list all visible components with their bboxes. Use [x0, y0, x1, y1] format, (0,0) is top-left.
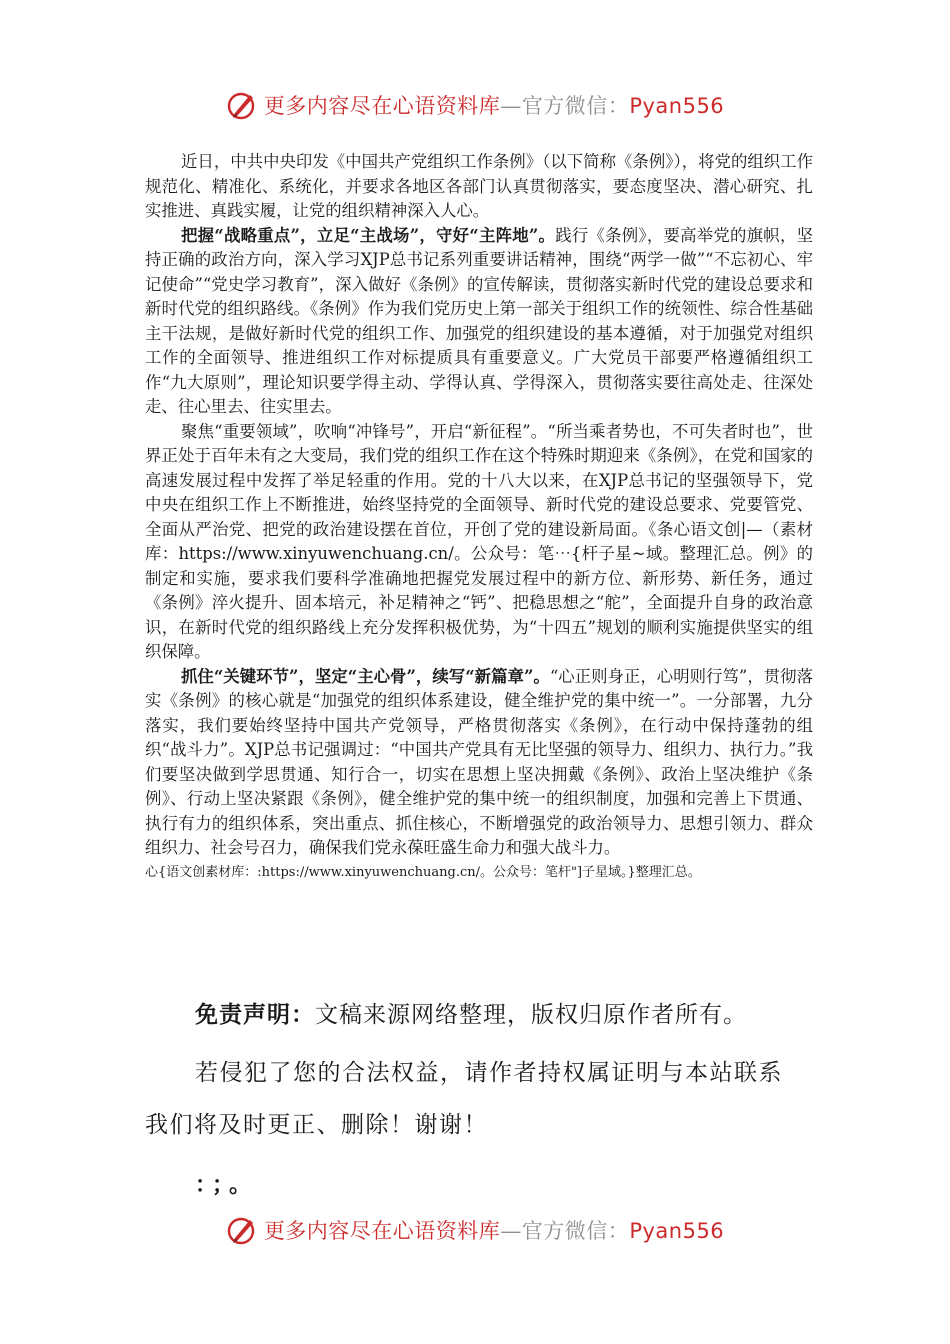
paragraph-intro: 近日，中共中央印发《中国共产党组织工作条例》（以下简称《条例》），将党的组织工作规范化、精准化、系统化，并要求各地区各部门认真贯彻落实，要态度坚决、潜心研究、扎实推进、真践实履，让党的组织精神深入人心。: [145, 152, 813, 220]
banner-text: 更多内容尽在心语资料库—官方微信：Pyan556: [263, 1219, 725, 1243]
disclaimer-label: 免责声明：: [195, 1002, 315, 1028]
disclaimer-line-4: ：；。: [195, 1172, 258, 1198]
source-note: 心{语文创素材库：:https://www.xinyuwenchuang.cn/。公众号：笔杆"]子星域。}整理汇总。: [145, 864, 701, 880]
pen-logo-icon: [226, 1214, 258, 1246]
disclaimer-line-2: 若侵犯了您的合法权益，请作者持权属证明与本站联系: [195, 1060, 783, 1086]
header-banner: [0, 80, 950, 130]
paragraph-heading: 抓住“关键环节”，坚定“主心骨”，续写“新篇章”。: [181, 666, 550, 686]
paragraph-key-areas: 聚焦“重要领域”，吹响“冲锋号”，开启“新征程”。“所当乘者势也，不可失者时也”，世界正处于百年未有之大变局，我们党的组织工作在这个特殊时期迎来《条例》，在党和国家的高速发展过程中发挥了举足轻重的作用。党的十八大以来，在XJP总书记的坚强领导下，党中央在组织工作上不断推进，始终坚持党的全面领导、新时代党的建设总要求、党要管党、全面从严治党、把党的政治建设摆在首位，开创了党的建设新局面。《条心语文创|—（素材库：https://www.xinyuwenchuang.cn/。公众号：笔⋯{杆子星~域。整理汇总。例》的制定和实施，要求我们要科学准确地把握党发展过程中的新方位、新形势、新任务，通过《条例》淬火提升、固本培元，补足精神之“钙”、把稳思想之“舵”，全面提升自身的政治意识，在新时代党的组织路线上充分发挥积极优势，为“十四五”规划的顺利实施提供坚实的组织保障。: [145, 421, 813, 661]
banner-text: 更多内容尽在心语资料库—官方微信：Pyan556: [263, 94, 725, 118]
disclaimer-line-3: 我们将及时更正、删除！谢谢！: [145, 1112, 488, 1138]
paragraph-strategic-focus: 把握“战略重点”，立足“主战场”，守好“主阵地”。践行《条例》，要高举党的旗帜，坚持正确的政治方向，深入学习XJP总书记系列重要讲话精神，围绕“两学一做”“不忘初心、牢记使命”“党史学习教育”，深入做好《条例》的宣传解读，贯彻落实新时代党的建设总要求和新时代党的组织路线。《条例》作为我们党历史上第一部关于组织工作的统领性、综合性基础主干法规，是做好新时代党的组织工作、加强党的组织建设的基本遵循，对于加强党对组织工作的全面领导、推进组织工作对标提质具有重要意义。广大党员干部要严格遵循组织工作“九大原则”，理论知识要学得主动、学得认真、学得深入，贯彻落实要往高处走、往深处走、往心里去、往实里去。: [145, 225, 813, 416]
paragraph-key-links: 抓住“关键环节”，坚定“主心骨”，续写“新篇章”。“心正则身正，心明则行笃”，贯彻落实《条例》的核心就是“加强党的组织体系建设，健全维护党的集中统一”。一分部署，九分落实，我们要始终坚持中国共产党领导，严格贯彻落实《条例》，在行动中保持蓬勃的组织“战斗力”。XJP总书记强调过：“中国共产党具有无比坚强的领导力、组织力、执行力。”我们要坚决做到学思贯通、知行合一，切实在思想上坚决拥戴《条例》、政治上坚决维护《条例》、行动上坚决紧跟《条例》，健全维护党的集中统一的组织制度，加强和完善上下贯通、执行有力的组织体系，突出重点、抓住核心，不断增强党的政治领导力、思想引领力、群众组织力、社会号召力，确保我们党永葆旺盛生命力和强大战斗力。: [145, 666, 813, 857]
disclaimer-block: [145, 995, 825, 1205]
paragraph-heading: 把握“战略重点”，立足“主战场”，守好“主阵地”。: [181, 225, 556, 245]
pen-logo-icon: [226, 89, 258, 121]
article-body: [145, 150, 813, 885]
footer-banner: [0, 1205, 950, 1255]
disclaimer-line-1: 免责声明：文稿来源网络整理，版权归原作者所有。: [195, 1002, 747, 1028]
